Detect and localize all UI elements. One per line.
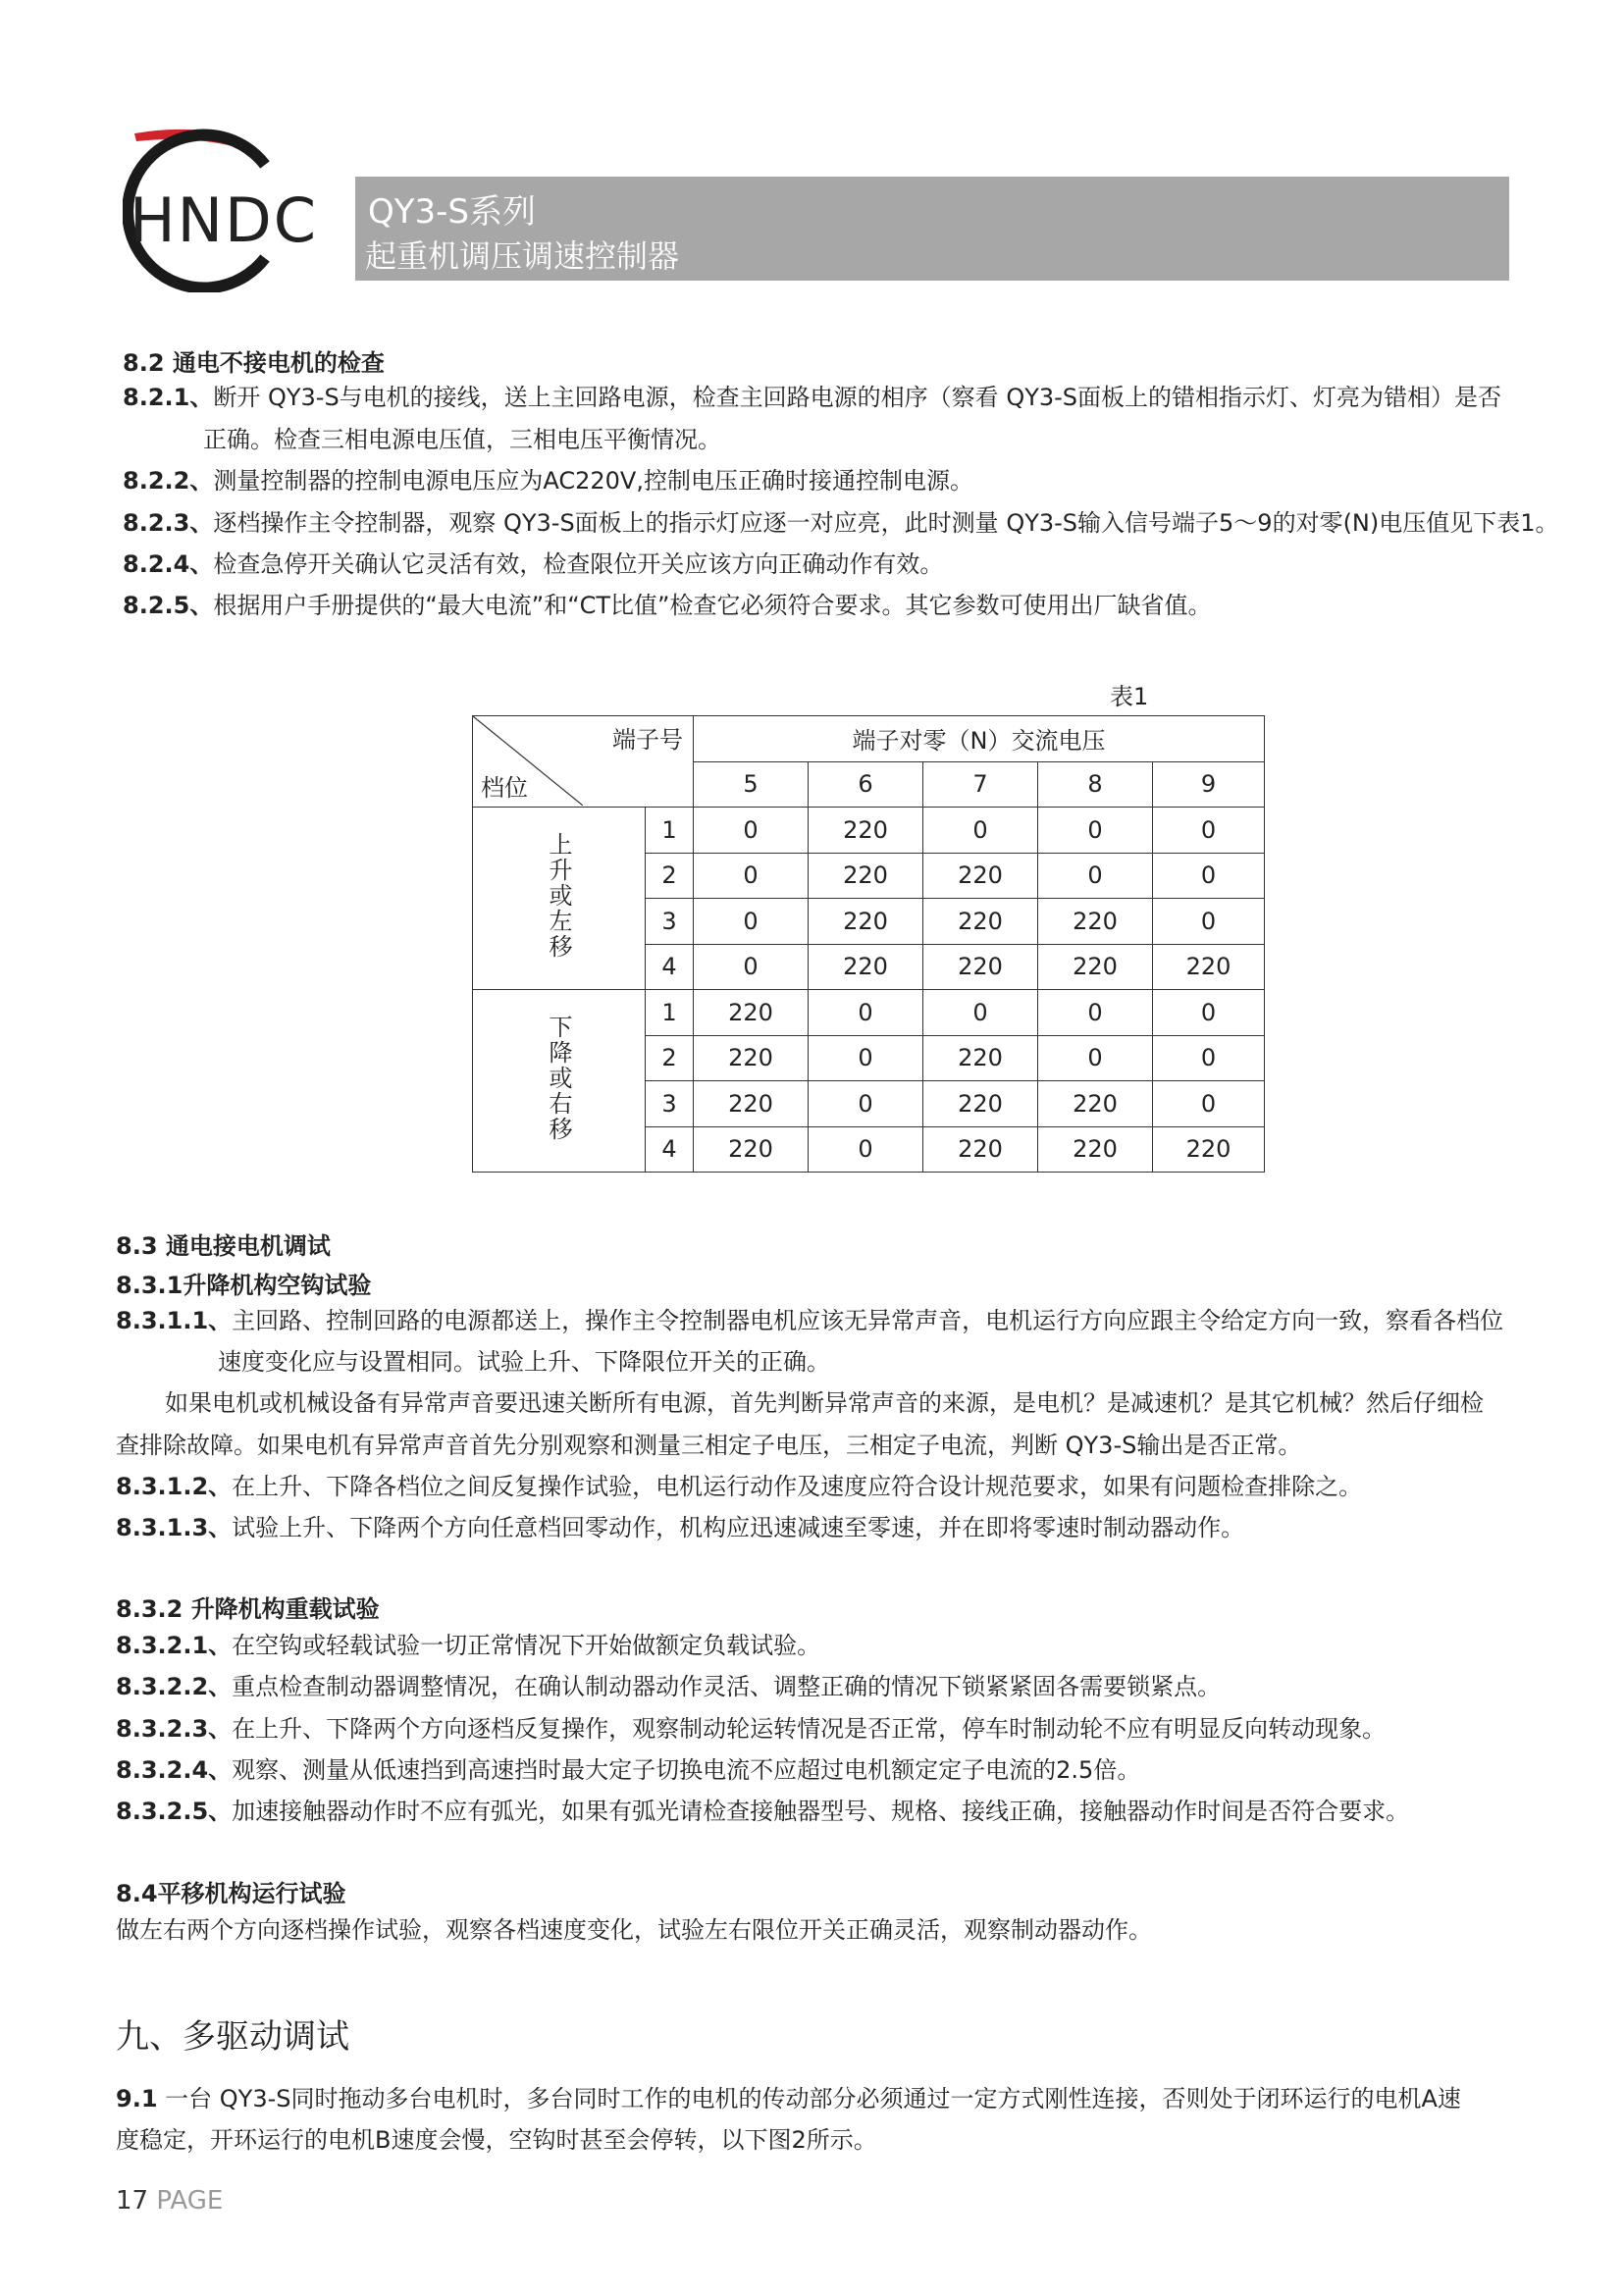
item-8-3-2-1: 8.3.2.1、在空钩或轻载试验一切正常情况下开始做额定负载试验。 — [116, 1632, 821, 1659]
gear-cell: 3 — [646, 1081, 694, 1127]
item-8-3-2-5: 8.3.2.5、加速接触器动作时不应有弧光，如果有弧光请检查接触器型号、规格、接线正确，接触器动作时间是否符合要求。 — [116, 1798, 1410, 1825]
section-9-title: 九、多驱动调试 — [116, 2017, 349, 2057]
value-cell: 220 — [1153, 1126, 1265, 1173]
gear-cell: 4 — [646, 944, 694, 990]
page-number: 17 PAGE — [116, 2186, 224, 2216]
gear-cell: 1 — [646, 990, 694, 1036]
table-row — [473, 808, 1265, 854]
voltage-table — [472, 715, 1265, 1173]
item-8-2-4: 8.2.4、检查急停开关确认它灵活有效，检查限位开关应该方向正确动作有效。 — [123, 550, 944, 578]
value-cell: 220 — [1038, 1126, 1153, 1173]
value-cell: 220 — [694, 990, 809, 1036]
item-8-3-2-4: 8.3.2.4、观察、测量从低速挡到高速挡时最大定子切换电流不应超过电机额定定子电流的2.5倍。 — [116, 1756, 1141, 1784]
value-cell: 0 — [1153, 1035, 1265, 1081]
item-8-2-2: 8.2.2、测量控制器的控制电源电压应为AC220V,控制电压正确时接通控制电源。 — [123, 467, 973, 495]
section-8-3-2-title: 8.3.2 升降机构重载试验 — [116, 1595, 380, 1623]
gear-cell: 4 — [646, 1126, 694, 1173]
section-8-2-title: 8.2 通电不接电机的检查 — [123, 349, 385, 377]
value-cell: 220 — [694, 1081, 809, 1127]
value-cell: 220 — [1038, 944, 1153, 990]
item-8-2-1: 8.2.1、断开 QY3-S与电机的接线，送上主回路电源，检查主回路电源的相序（察看 QY3-S面板上的错相指示灯、灯亮为错相）是否 — [123, 384, 1502, 411]
item-8-3-1-1: 8.3.1.1、主回路、控制回路的电源都送上，操作主令控制器电机应该无异常声音，电机运行方向应跟主令给定方向一致，察看各档位 — [116, 1307, 1504, 1334]
logo-text: HNDC — [130, 184, 319, 256]
value-cell: 0 — [809, 990, 923, 1036]
value-cell: 220 — [694, 1126, 809, 1173]
gear-cell: 1 — [646, 808, 694, 854]
item-8-2-1-cont: 正确。检查三相电源电压值，三相电压平衡情况。 — [203, 426, 721, 453]
value-cell: 0 — [1038, 808, 1153, 854]
col-header: 8 — [1038, 761, 1153, 808]
value-cell: 0 — [1153, 1081, 1265, 1127]
value-cell: 220 — [923, 1126, 1038, 1173]
value-cell: 0 — [694, 944, 809, 990]
col-header: 9 — [1153, 761, 1265, 808]
value-cell: 0 — [694, 853, 809, 899]
value-cell: 0 — [1153, 853, 1265, 899]
banner-subtitle: 起重机调压调速控制器 — [365, 237, 680, 275]
value-cell: 0 — [1153, 899, 1265, 945]
corner-top-label: 端子号 — [612, 726, 683, 754]
item-8-2-5: 8.2.5、根据用户手册提供的“最大电流”和“CT比值”检查它必须符合要求。其它参数可使用出厂缺省值。 — [123, 592, 1212, 619]
col-header: 5 — [694, 761, 809, 808]
item-8-3-2-2: 8.3.2.2、重点检查制动器调整情况，在确认制动器动作灵活、调整正确的情况下锁紧紧固各需要锁紧点。 — [116, 1673, 1222, 1700]
item-8-2-3: 8.2.3、逐档操作主令控制器，观察 QY3-S面板上的指示灯应逐一对应亮，此时测量 QY3-S输入信号端子5～9的对零(N)电压值见下表1。 — [123, 509, 1559, 537]
value-cell: 0 — [694, 899, 809, 945]
section-8-4-title: 8.4平移机构运行试验 — [116, 1880, 346, 1907]
value-cell: 220 — [1038, 1081, 1153, 1127]
corner-bottom-label: 档位 — [481, 774, 528, 802]
value-cell: 0 — [1038, 990, 1153, 1036]
item-8-3-1-1-cont: 速度变化应与设置相同。试验上升、下降限位开关的正确。 — [218, 1348, 830, 1376]
value-cell: 0 — [923, 990, 1038, 1036]
value-cell: 220 — [1038, 899, 1153, 945]
table-corner-cell — [473, 716, 694, 808]
col-header: 7 — [923, 761, 1038, 808]
group-label: 上升或左移 — [473, 808, 646, 990]
section-8-4-text: 做左右两个方向逐档操作试验，观察各档速度变化，试验左右限位开关正确灵活，观察制动器动作。 — [116, 1916, 1152, 1944]
gear-cell: 2 — [646, 853, 694, 899]
value-cell: 220 — [809, 853, 923, 899]
value-cell: 220 — [809, 944, 923, 990]
table-header: 端子对零（N）交流电压 — [694, 716, 1265, 762]
value-cell: 0 — [923, 808, 1038, 854]
value-cell: 220 — [923, 1081, 1038, 1127]
value-cell: 0 — [1038, 853, 1153, 899]
value-cell: 0 — [1038, 1035, 1153, 1081]
value-cell: 0 — [1153, 990, 1265, 1036]
section-8-3-1-title: 8.3.1升降机构空钩试验 — [116, 1272, 372, 1299]
paragraph-line-1: 如果电机或机械设备有异常声音要迅速关断所有电源，首先判断异常声音的来源，是电机？是减速机？是其它机械？然后仔细检 — [165, 1389, 1484, 1417]
item-8-3-2-3: 8.3.2.3、在上升、下降两个方向逐档反复操作，观察制动轮运转情况是否正常，停车时制动轮不应有明显反向转动现象。 — [116, 1715, 1387, 1743]
value-cell: 220 — [923, 853, 1038, 899]
value-cell: 0 — [809, 1126, 923, 1173]
value-cell: 0 — [809, 1035, 923, 1081]
table-caption: 表1 — [1110, 683, 1149, 710]
value-cell: 220 — [923, 899, 1038, 945]
value-cell: 0 — [809, 1081, 923, 1127]
value-cell: 220 — [694, 1035, 809, 1081]
value-cell: 220 — [1153, 944, 1265, 990]
value-cell: 220 — [923, 1035, 1038, 1081]
value-cell: 220 — [809, 808, 923, 854]
section-8-3-title: 8.3 通电接电机调试 — [116, 1232, 331, 1260]
item-8-3-1-3: 8.3.1.3、试验上升、下降两个方向任意档回零动作，机构应迅速减速至零速，并在即将零速时制动器动作。 — [116, 1514, 1245, 1541]
item-9-1-cont: 度稳定，开环运行的电机B速度会慢，空钩时甚至会停转，以下图2所示。 — [116, 2126, 877, 2154]
item-8-3-1-2: 8.3.1.2、在上升、下降各档位之间反复操作试验，电机运行动作及速度应符合设计规范要求，如果有问题检查排除之。 — [116, 1473, 1363, 1500]
gear-cell: 2 — [646, 1035, 694, 1081]
value-cell: 220 — [809, 899, 923, 945]
col-header: 6 — [809, 761, 923, 808]
value-cell: 220 — [923, 944, 1038, 990]
table-row — [473, 990, 1265, 1036]
paragraph-line-2: 查排除故障。如果电机有异常声音首先分别观察和测量三相定子电压，三相定子电流，判断 QY3-S输出是否正常。 — [116, 1432, 1302, 1459]
banner-title: QY3-S系列 — [368, 192, 537, 232]
item-9-1: 9.1 一台 QY3-S同时拖动多台电机时，多台同时工作的电机的传动部分必须通过一定方式刚性连接，否则处于闭环运行的电机A速 — [116, 2085, 1461, 2112]
value-cell: 0 — [694, 808, 809, 854]
value-cell: 0 — [1153, 808, 1265, 854]
gear-cell: 3 — [646, 899, 694, 945]
group-label: 下降或右移 — [473, 990, 646, 1173]
